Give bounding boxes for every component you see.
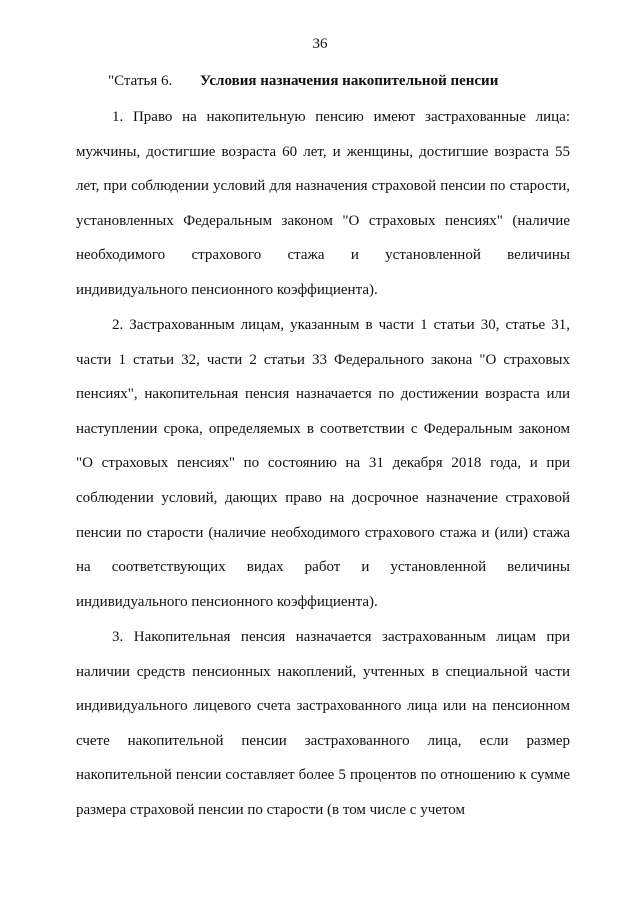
paragraph-3: 3. Накопительная пенсия назначается застрахованным лицам при наличии средств пенсионных накоплений, учтенных в специальной части индивидуального лицевого счета застрахованного лица или на пенсионном счете накопительной пенсии застрахованного лица, если размер накопительной пенсии составляет более 5 процентов по отношению к сумме размера страховой пенсии по старости (в том числе с учетом [76,629,570,818]
article-heading [108,73,498,90]
paragraph-1: 1. Право на накопительную пенсию имеют застрахованные лица: мужчины, достигшие возраста 60 лет, и женщины, достигшие возраста 55 лет, при соблюдении условий для назначения страховой пенсии по старости, установленных Федеральным законом "О страховых пенсиях" (наличие необходимого страхового стажа и установленной величины индивидуального пенсионного коэффициента). [76,109,570,298]
page-number: 36 [312,36,328,52]
article-title: Условия назначения накопительной пенсии [200,73,499,89]
article-label: "Статья 6. [108,73,173,89]
paragraph-2: 2. Застрахованным лицам, указанным в части 1 статьи 30, статье 31, части 1 статьи 32, части 2 статьи 33 Федерального закона "О страховых пенсиях", накопительная пенсия назначается по достижении возраста или наступлении срока, определяемых в соответствии с Федеральным законом "О страховых пенсиях" по состоянию на 31 декабря 2018 года, и при соблюдении условий, дающих право на досрочное назначение страховой пенсии по старости (наличие необходимого страхового стажа и (или) стажа на соответствующих видах работ и установленной величины индивидуального пенсионного коэффициента). [76,317,570,610]
